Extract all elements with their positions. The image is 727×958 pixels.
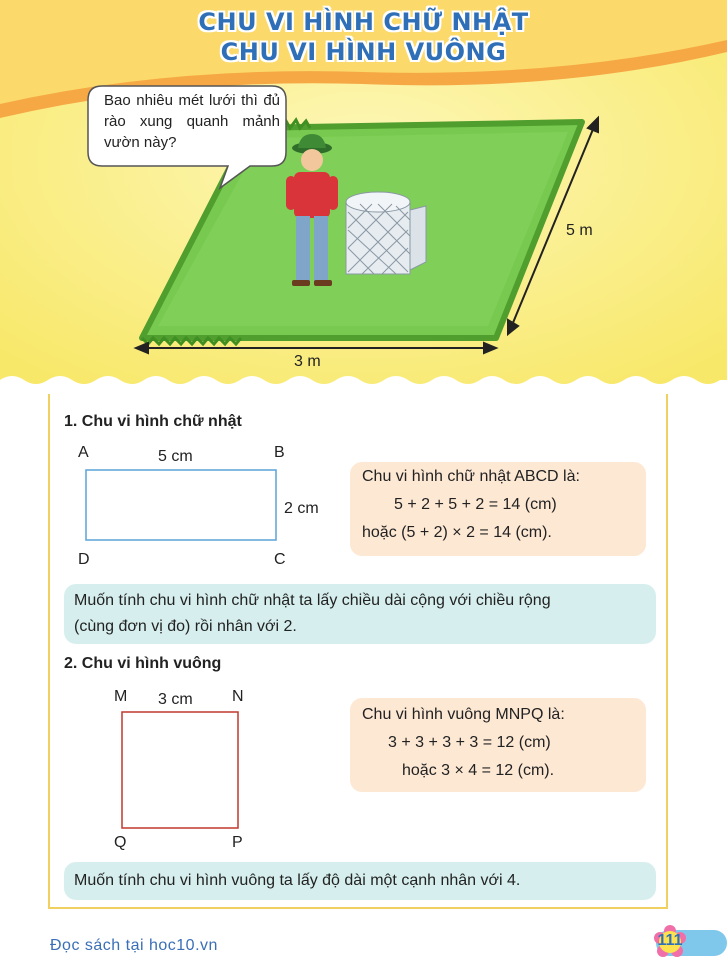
section2-heading: 2. Chu vi hình vuông (64, 655, 222, 672)
length-arrow (136, 343, 496, 353)
section1-heading: 1. Chu vi hình chữ nhật (64, 413, 242, 430)
rectangle-width-label: 2 cm (284, 500, 319, 517)
square-calc-line-1: Chu vi hình vuông MNPQ là: (362, 706, 565, 723)
rectangle-rule-line-1: Muốn tính chu vi hình chữ nhật ta lấy chiều dài cộng với chiều rộng (74, 592, 551, 609)
rectangle-calc-line-3: hoặc (5 + 2) × 2 = 14 (cm). (362, 524, 552, 541)
rectangle-calc-line-2: 5 + 2 + 5 + 2 = 14 (cm) (394, 496, 557, 513)
garden-length-label: 3 m (294, 353, 321, 370)
rectangle-rule-line-2: (cùng đơn vị đo) rồi nhân với 2. (74, 618, 297, 635)
rectangle-abcd (80, 462, 290, 552)
square-calc-line-3: hoặc 3 × 4 = 12 (cm). (402, 762, 555, 779)
rectangle-calc-line-1: Chu vi hình chữ nhật ABCD là: (362, 468, 580, 485)
square-rule-text: Muốn tính chu vi hình vuông ta lấy độ dài một cạnh nhân với 4. (74, 872, 521, 889)
speech-bubble-text: Bao nhiêu mét lưới thì đủ rào xung quanh mảnh vườn này? (104, 92, 280, 151)
garden-illustration (0, 0, 727, 395)
square-mnpq (116, 706, 246, 832)
vertex-p: P (232, 834, 243, 851)
vertex-q: Q (114, 834, 127, 851)
page-title-line-1: CHU VI HÌNH CHỮ NHẬT (198, 8, 529, 36)
rectangle-length-label: 5 cm (158, 448, 193, 465)
garden-width-label: 5 m (566, 222, 593, 239)
page-number: 111 (657, 932, 683, 949)
square-calc-line-2: 3 + 3 + 3 + 3 = 12 (cm) (388, 734, 551, 751)
vertex-m: M (114, 688, 128, 705)
vertex-c: C (274, 551, 286, 568)
footer-source: Đọc sách tại hoc10.vn (50, 937, 218, 954)
vertex-n: N (232, 688, 244, 705)
page-title-line-2: CHU VI HÌNH VUÔNG (220, 38, 507, 66)
square-side-label: 3 cm (158, 691, 193, 708)
vertex-a: A (78, 444, 89, 461)
vertex-b: B (274, 444, 285, 461)
vertex-d: D (78, 551, 90, 568)
